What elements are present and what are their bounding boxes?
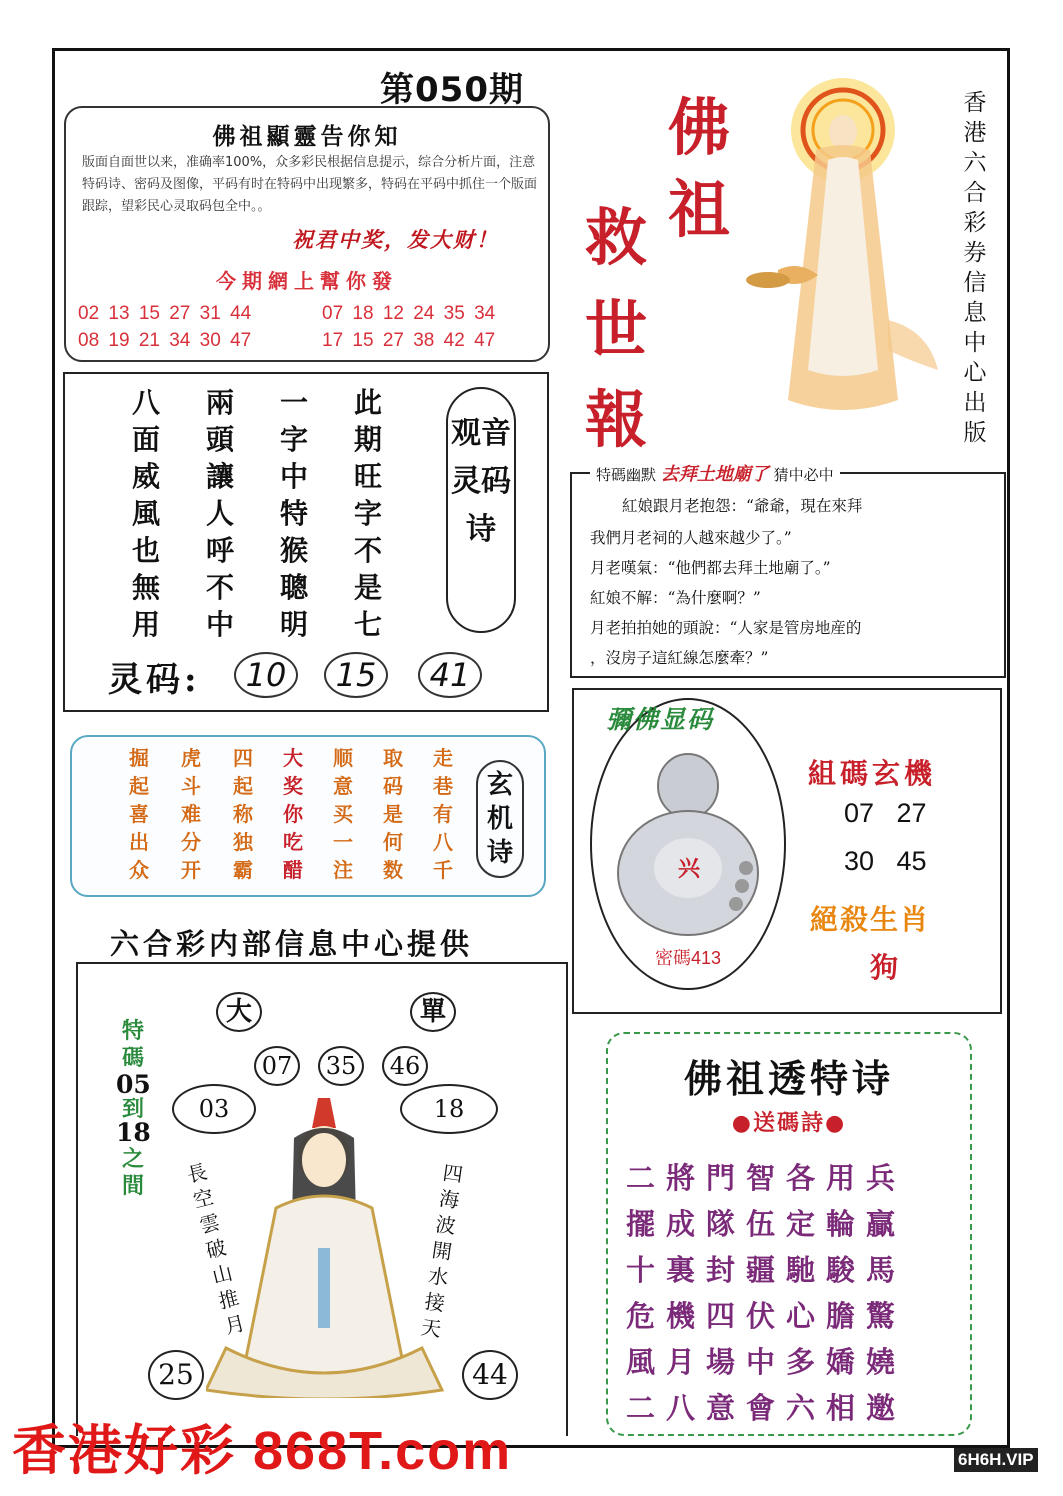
publisher-vertical: 香港六合彩券信息中心出版 <box>963 90 987 446</box>
masthead-char: 救 <box>585 201 648 274</box>
xuanji-column: 走巷有八千 <box>433 746 453 882</box>
lingma-label: 灵码: <box>108 660 201 700</box>
poem-column-text: 此期旺字不是七 <box>353 386 382 641</box>
special-to: 18 <box>116 1118 151 1147</box>
buddha-badge: 兴 <box>678 856 701 882</box>
issue-number: 第050期 <box>380 70 524 110</box>
xuanji-column: 顺意买一注 <box>333 746 353 882</box>
fozu-poem-subtitle: ●送碼詩● <box>731 1110 847 1136</box>
buddha-title: 彌佛显码 <box>606 705 715 734</box>
intro-text: 版面自面世以来，准确率100%，众多彩民根据信息提示，综合分析片面，注意特码诗、密码及图像，平码有时在特码中出现繁多，特码在平码中抓住一个版面跟踪，望彩民心灵取码包全中。。 <box>82 155 538 214</box>
number-row: 17 15 27 38 42 47 <box>322 330 496 351</box>
poem-column <box>126 384 166 643</box>
number-row: 08 19 21 34 30 47 <box>78 330 252 351</box>
xuanji-title: 玄机诗 <box>486 770 513 868</box>
lingma-number: 15 <box>324 652 388 698</box>
jsx-value: 狗 <box>870 951 899 984</box>
jsx-title: 絕殺生肖 <box>810 903 931 936</box>
humor-title: 去拜土地廟了 <box>660 464 769 485</box>
fozu-poem-row: 十裏封疆馳駿馬 <box>626 1253 907 1287</box>
intro-subtitle: 今期網上幫你發 <box>216 269 398 293</box>
laughing-buddha-illustration <box>606 748 772 944</box>
number-circle: 35 <box>318 1046 364 1086</box>
intro-title: 佛祖顯靈告你知 <box>212 123 402 150</box>
corner-badge: 6H6H.VIP <box>954 1448 1038 1472</box>
poem-column <box>274 384 314 643</box>
humor-line: 紅娘跟月老抱怨：“爺爺，現在來拜 <box>622 497 863 515</box>
left-poem: 長空雲破山推月 <box>184 1159 248 1339</box>
masthead-char: 世 <box>585 293 648 366</box>
dan-circle: 單 <box>410 992 456 1032</box>
fozu-poem-row: 危機四伏心膽驚 <box>626 1299 907 1333</box>
fozu-poem-row: 風月場中多嬌嬈 <box>626 1345 907 1379</box>
xuanji-column: 取码是何数 <box>383 746 403 882</box>
fozu-poem-title: 佛祖透特诗 <box>683 1056 894 1101</box>
humor-header <box>590 460 840 486</box>
xuanji-column: 大奖你吃醋 <box>283 746 303 882</box>
special-label-top: 特碼 <box>121 1018 144 1071</box>
humor-line: ，沒房子這紅線怎麼牽？” <box>590 649 769 667</box>
number-oval: 03 <box>172 1084 256 1134</box>
fozu-poem-row: 擺成隊伍定輪贏 <box>626 1207 907 1241</box>
fozu-poem-row: 二將門智各用兵 <box>626 1161 907 1195</box>
special-from: 05 <box>116 1070 151 1099</box>
special-to-char: 到 <box>121 1096 144 1122</box>
masthead-char: 祖 <box>668 173 731 246</box>
da-circle: 大 <box>216 992 262 1032</box>
poem-title: 观音灵码诗 <box>451 416 511 547</box>
mima-label: 密碼413 <box>654 948 722 968</box>
number-row: 02 13 15 27 31 44 <box>78 303 252 324</box>
zuma-title: 組碼玄機 <box>808 757 937 790</box>
number-row: 07 18 12 24 35 34 <box>322 303 496 324</box>
poem-column <box>348 384 388 643</box>
humor-suffix: 猜中必中 <box>773 466 834 484</box>
xuanji-column: 虎斗难分开 <box>181 746 201 882</box>
poem-column-text: 八面威風也無用 <box>131 386 160 641</box>
right-poem: 四海波開水接天 <box>419 1160 465 1342</box>
humor-line: 月老嘆氣：“他們都去拜土地廟了。” <box>590 559 831 577</box>
footer-brand: 香港好彩 868T.com <box>12 1421 513 1481</box>
fozu-poem-row: 二八意會六相邀 <box>626 1391 907 1425</box>
masthead-char: 佛 <box>668 91 731 164</box>
provider-line: 六合彩内部信息中心提供 <box>110 927 474 961</box>
lingma-number: 41 <box>418 652 482 698</box>
masthead-char: 報 <box>585 383 648 456</box>
number-circle: 46 <box>382 1046 428 1086</box>
special-label-bottom: 之間 <box>121 1146 144 1199</box>
xuanji-column: 四起称独霸 <box>233 746 253 882</box>
zuma-row: 30 45 <box>844 846 927 876</box>
number-circle: 07 <box>254 1046 300 1086</box>
poem-column-text: 一字中特猴聰明 <box>279 386 308 641</box>
lingma-number: 10 <box>234 652 298 698</box>
number-oval: 18 <box>400 1084 498 1134</box>
humor-line: 月老拍拍她的頭說：“人家是管房地産的 <box>590 619 862 637</box>
seated-guanyin-illustration <box>206 1098 462 1398</box>
bottom-right-number: 44 <box>462 1350 518 1400</box>
poem-column-text: 兩頭讓人呼不中 <box>205 386 234 641</box>
humor-line: 紅娘不解：“為什麼啊？” <box>590 589 761 607</box>
guanyin-standing-illustration <box>738 70 952 430</box>
humor-line: 我們月老祠的人越來越少了。” <box>590 529 792 547</box>
slogan: 祝君中奖，发大财！ <box>292 227 499 252</box>
bottom-left-number: 25 <box>148 1350 204 1400</box>
poem-column <box>200 384 240 643</box>
humor-prefix: 特碼幽默 <box>596 466 657 484</box>
xuanji-column: 掘起喜出众 <box>129 746 149 882</box>
zuma-row: 07 27 <box>844 798 927 828</box>
